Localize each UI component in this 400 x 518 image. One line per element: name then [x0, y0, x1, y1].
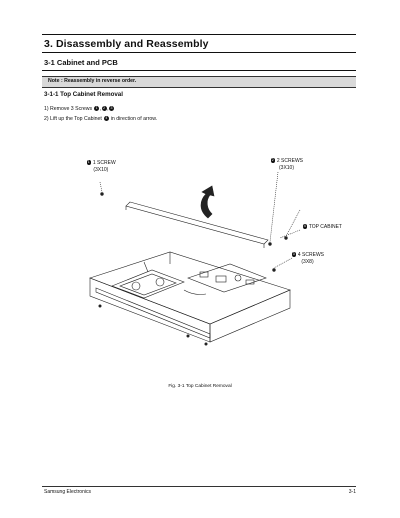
pcb-component-3 [235, 275, 241, 281]
subsection-title: 3-1 Cabinet and PCB [44, 58, 118, 67]
step-2-text-end: in direction of arrow. [110, 116, 158, 122]
screw-2-icon [269, 243, 272, 246]
leader-screw-1 [100, 182, 102, 192]
note-text: Note : Reassembly in reverse order. [48, 78, 137, 84]
callout-1-spec: (3X10) [93, 167, 109, 173]
callout-1-label: 1 SCREW [92, 160, 116, 166]
callout-3-mark: 3 [292, 252, 295, 257]
subsection-rule [42, 70, 356, 71]
callout-4-mark: 4 [303, 224, 306, 229]
lift-arrow-icon [201, 186, 214, 218]
step-1-mark-1: 1 [95, 106, 98, 111]
section-title-rule [42, 52, 356, 53]
cable-1 [144, 262, 148, 272]
callout-2-label: 2 SCREWS [276, 158, 304, 164]
deck-reel-right [156, 278, 164, 286]
leader-screws-3 [274, 258, 292, 268]
chassis-side-face [210, 290, 290, 342]
screw-3-icon [273, 269, 276, 272]
screw-1-icon [101, 193, 104, 196]
footer-page-number: 3-1 [348, 489, 356, 495]
foot-screw-2-icon [187, 335, 189, 337]
procedure-title: 3-1-1 Top Cabinet Removal [44, 91, 123, 98]
step-2 [44, 116, 157, 122]
foot-screw-3-icon [205, 343, 207, 345]
step-2-text: 2) Lift up the Top Cabinet [44, 116, 102, 122]
figure-caption: Fig. 3-1 Top Cabinet Removal [168, 384, 232, 389]
foot-screw-1-icon [99, 305, 101, 307]
step-1-mark-3: 3 [110, 106, 113, 111]
leader-top-cabinet [280, 230, 300, 238]
footer-rule [42, 486, 356, 487]
footer-publisher: Samsung Electronics [44, 489, 91, 495]
pcb-component-2 [216, 276, 226, 282]
callout-3-spec: (3X8) [301, 259, 314, 265]
section-title: 3. Disassembly and Reassembly [44, 38, 209, 50]
main-pcb [188, 264, 266, 292]
top-cabinet-removal-drawing [60, 140, 350, 380]
step-1-text: 1) Remove 3 Screws [44, 106, 93, 112]
leader-screws-2 [270, 172, 278, 242]
callout-3-label: 4 SCREWS [297, 252, 325, 258]
leader-screws-2b [286, 210, 300, 236]
top-rule [42, 34, 356, 35]
screw-2b-icon [285, 237, 288, 240]
callout-2-spec: (3X10) [279, 165, 295, 171]
deck-reel-left [132, 282, 140, 290]
cable-2 [184, 290, 206, 295]
callout-4-label: TOP CABINET [308, 224, 342, 230]
top-cabinet-panel [126, 202, 268, 244]
callout-1-mark: 1 [87, 160, 90, 165]
note-banner [42, 76, 356, 88]
step-2-mark: 4 [105, 116, 108, 121]
callout-2-mark: 2 [271, 158, 274, 163]
step-1-mark-2: 2 [103, 106, 106, 111]
step-1: 1) Remove 3 Screws 1 , 2 , 3 [44, 106, 113, 112]
front-panel-strip [96, 288, 210, 338]
chassis-top-face [90, 252, 290, 324]
